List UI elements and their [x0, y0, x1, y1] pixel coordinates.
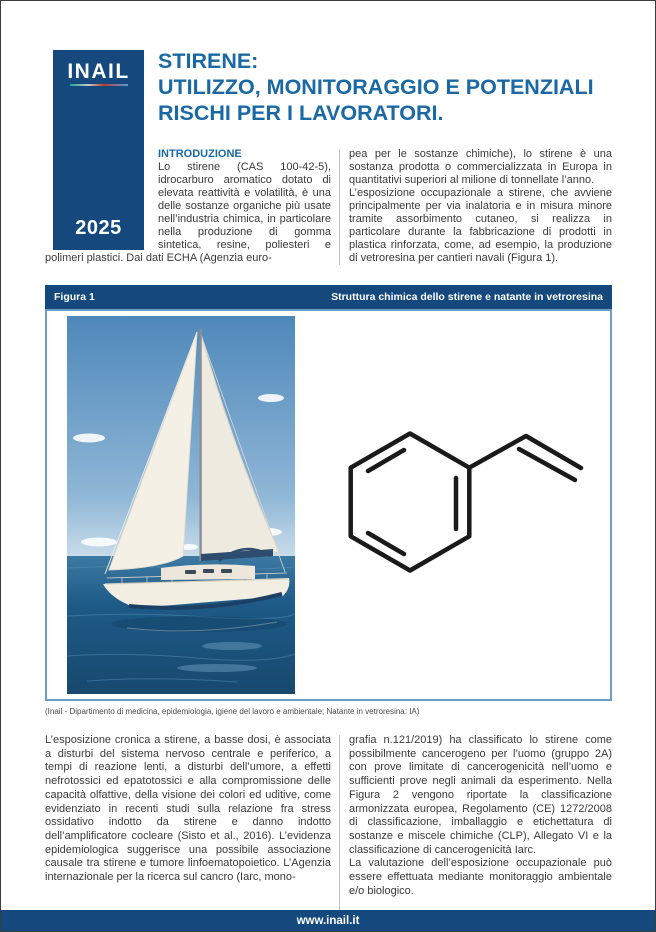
logo-wrap-spacer: [45, 148, 158, 251]
body-right-paragraph-1: grafia n.121/2019) ha classificato lo stirene come possibilmente cancerogeno per l’uomo (gruppo 2A) con prove limitate di cancerogenicità nell’uomo e sufficienti prove negli animali da esperimento. Nella Figura 2 vengono riportate la classificazione armonizzata europea, Regolamento (CE) 1272/2008 di classificazione, imballaggio e etichettatura di sostanze e miscele chimiche (CLP), Allegato VI e la classificazione di cancerogenicità Iarc.: [349, 734, 612, 856]
page-title-line-2: UTILIZZO, MONITORAGGIO E POTENZIALI: [158, 75, 594, 99]
publication-year: 2025: [75, 217, 122, 239]
intro-left-paragraph: Lo stirene (CAS 100-42-5), idrocarburo aromatico dotato di elevata reattività e volatilità, è una delle sostanze organiche più usate nell’industria chimica, in particolare nella produzione di gomma sintetica, resine, poliesteri e polimeri plastici. Dai dati ECHA (Agenzia euro-: [45, 161, 331, 264]
body-left-column: [45, 734, 331, 911]
body-right-column: [349, 734, 612, 911]
inail-logo: INAIL: [67, 60, 130, 83]
intro-right-paragraph-1: pea per le sostanze chimiche), lo stirene è una sostanza prodotta o commercializzata in Europa in quantitativi superiori al milione di tonnellate l’anno.: [349, 148, 612, 186]
page-title-line-1: STIRENE:: [158, 49, 259, 73]
benzene-ring: [351, 434, 470, 571]
page-title: [158, 48, 628, 126]
page-title-line-3: RISCHI PER I LAVORATORI.: [158, 101, 444, 125]
body-section: [45, 734, 612, 911]
figure-box: [45, 309, 612, 701]
intro-right-paragraph-2: L’esposizione occupazionale a stirene, che avviene principalmente per via inalatoria e in misura minore tramite assorbimento cutaneo, si realizza in particolare durante la fabbricazione di prodotti in plastica rinforzata, come, ad esempio, la produzione di vetroresina per cantieri navali (Figura 1).: [349, 187, 612, 264]
column-divider: [339, 149, 340, 265]
footer-bar: [1, 910, 655, 931]
column-divider: [339, 735, 340, 911]
sailboat-photo: [67, 316, 295, 694]
intro-left-column: [45, 148, 331, 265]
mast: [199, 329, 201, 561]
body-right-paragraph-2: La valutazione dell’esposizione occupazionale può essere effettuata mediante monitoraggio ambientale e/o biologico.: [349, 857, 612, 897]
footer-url-link[interactable]: www.inail.it: [296, 914, 360, 927]
figure-credit: (Inail - Dipartimento di medicina, epidemiologia, igiene del lavoro e ambientale; Natante in vetroresina: IA): [45, 707, 420, 716]
intro-heading: INTRODUZIONE: [158, 148, 242, 160]
intro-right-column: [349, 148, 612, 265]
inail-logo-underline: [70, 84, 128, 86]
body-left-paragraph: L’esposizione cronica a stirene, a basse dosi, è associata a disturbi del sistema nervoso centrale e periferico, a tempi di reazione lenti, a disturbi dell’umore, a effetti nefrotossici ed epatotossici e alla compromissione delle capacità olfattive, della visione dei colori ed uditive, come evidenziato in recenti studi sulla relazione fra stress ossidativo indotto da stirene e danno indotto dell’amplificatore cocleare (Sisto et al., 2016). L’evidenza epidemiologica suggerisce una possibile associazione causale tra stirene e tumore linfoematopoietico. L’Agenzia internazionale per la ricerca sul cancro (Iarc, mono-: [45, 734, 331, 884]
figure-caption: Struttura chimica dello stirene e natante in vetroresina: [331, 291, 603, 303]
intro-section: [45, 148, 612, 265]
styrene-structure: [335, 423, 601, 589]
figure-label: Figura 1: [54, 291, 95, 303]
figure-header-bar: [45, 285, 612, 309]
